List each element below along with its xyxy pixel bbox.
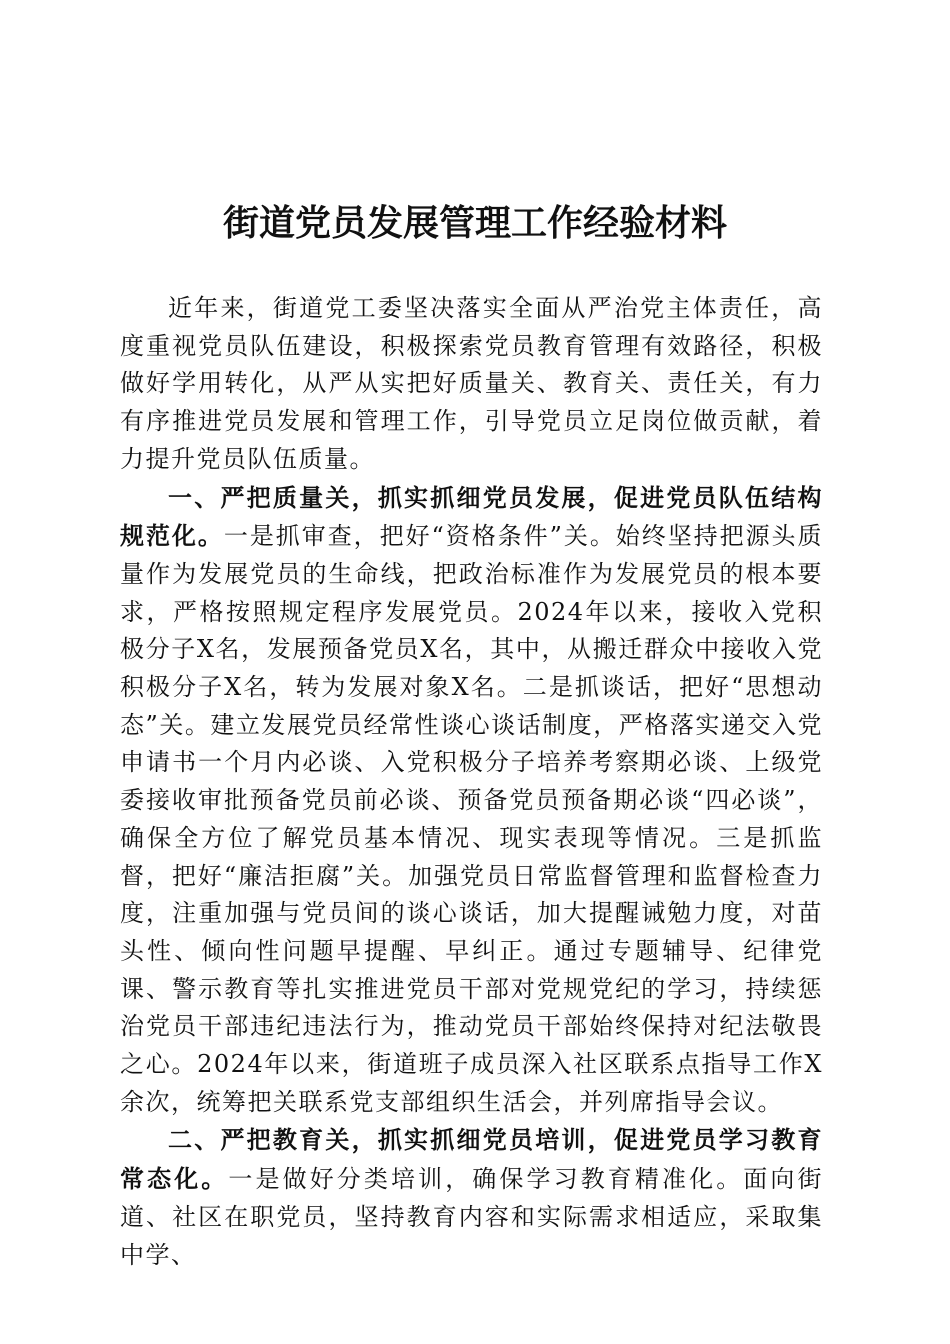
document-body <box>120 290 823 1274</box>
section-1-heading: 一、严把质量关，抓实抓细党员发展，促进党员队伍结构规范化。 <box>120 482 823 551</box>
intro-paragraph: 近年来，街道党工委坚决落实全面从严治党主体责任，高度重视党员队伍建设，积极探索党员教育管理有效路径，积极做好学用转化，从严从实把好质量关、教育关、责任关，有力有序推进党员发展和管理工作，引导党员立足岗位做贡献，着力提升党员队伍质量。 <box>120 294 823 473</box>
section-1-paragraph <box>120 479 823 1122</box>
document-title: 街道党员发展管理工作经验材料 <box>222 202 727 244</box>
section-2-heading: 二、严把教育关，抓实抓细党员培训，促进党员学习教育常态化。 <box>120 1125 823 1194</box>
section-1-body: 一是抓审查，把好“资格条件”关。始终坚持把源头质量作为发展党员的生命线，把政治标准作为发展党员的根本要求，严格按照规定程序发展党员。2024年以来，接收入党积极分子X名，发展预备党员X名，其中，从搬迁群众中接收入党积极分子X名，转为发展对象X名。二是抓谈话，把好“思想动态”关。建立发展党员经常性谈心谈话制度，严格落实递交入党申请书一个月内必谈、入党积极分子培养考察期必谈、上级党委接收审批预备党员前必谈、预备党员预备期必谈“四必谈”，确保全方位了解党员基本情况、现实表现等情况。三是抓监督，把好“廉洁拒腐”关。加强党员日常监督管理和监督检查力度，注重加强与党员间的谈心谈话，加大提醒诫勉力度，对苗头性、倾向性问题早提醒、早纠正。通过专题辅导、纪律党课、警示教育等扎实推进党员干部对党规党纪的学习，持续惩治党员干部违纪违法行为，推动党员干部始终保持对纪法敬畏之心。2024年以来，街道班子成员深入社区联系点指导工作X余次，统筹把关联系党支部组织生活会，并列席指导会议。 <box>120 522 824 1116</box>
section-2-body: 一是做好分类培训，确保学习教育精准化。面向街道、社区在职党员，坚持教育内容和实际需求相适应，采取集中学、 <box>120 1165 824 1269</box>
section-2-paragraph <box>120 1121 823 1274</box>
